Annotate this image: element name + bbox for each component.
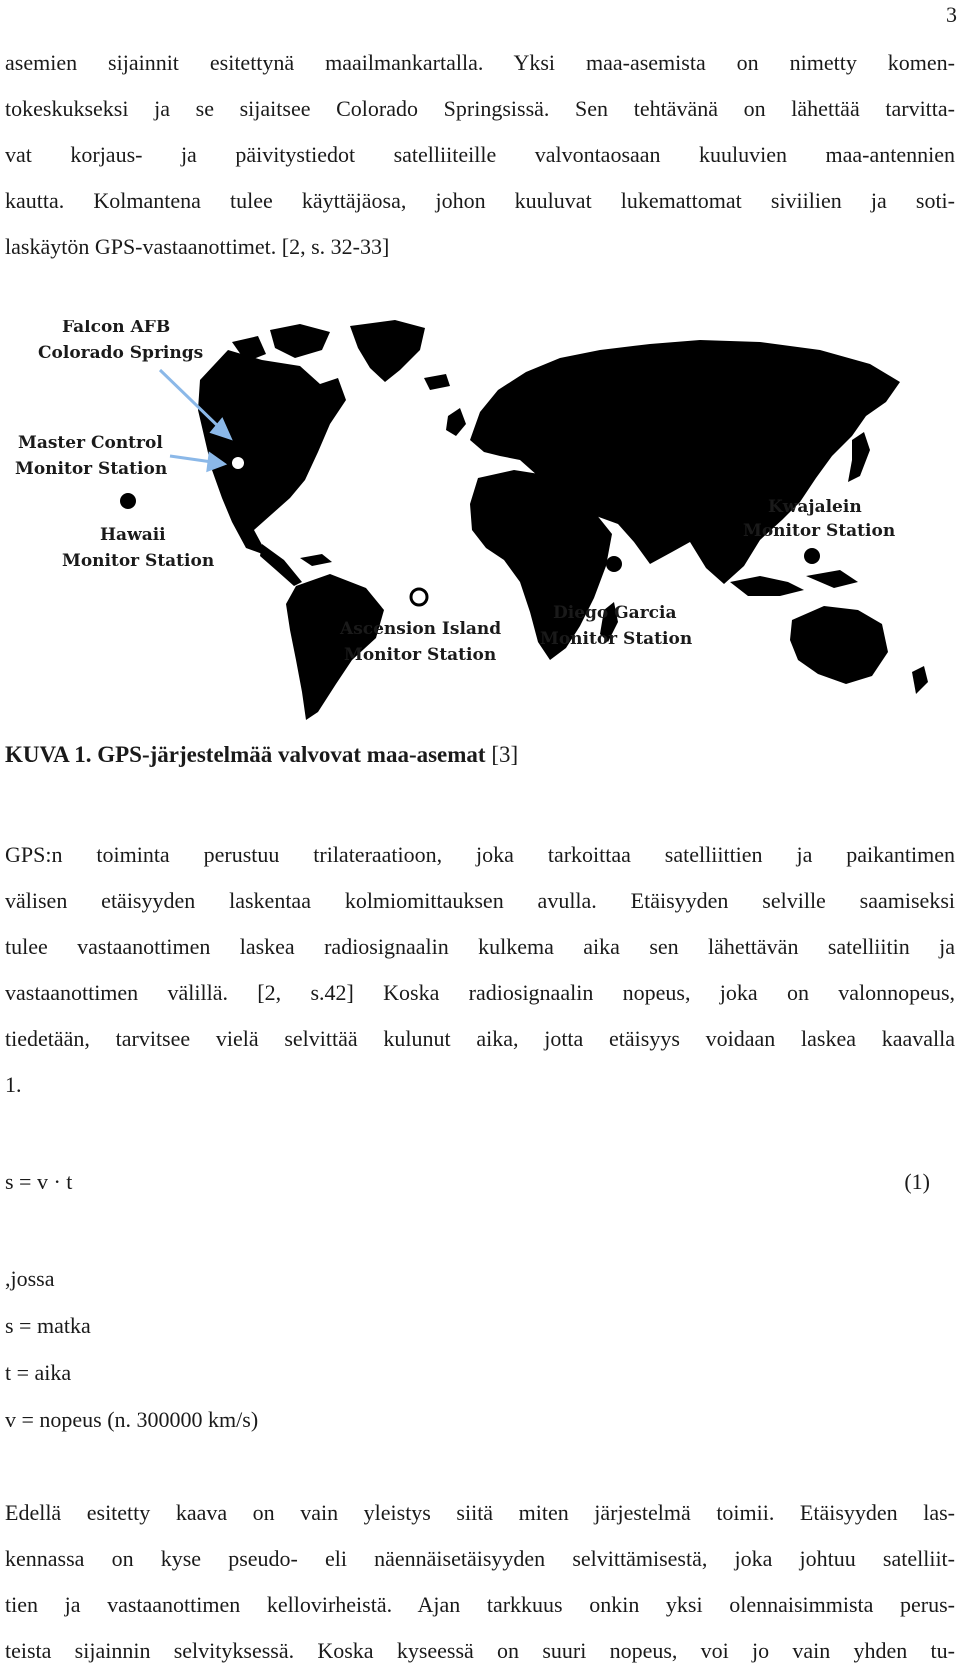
figure-caption [5, 742, 518, 768]
arctic-islands-shape [270, 324, 330, 358]
label-kwajalein-line1: Kwajalein [768, 497, 862, 517]
text-line: Edellä esitetty kaava on vain yleistys siitä miten järjestelmä toimii. Etäisyyden las- [5, 1500, 955, 1525]
text-line: kennassa on kyse pseudo- eli näennäisetäisyyden selvittämisestä, joka johtuu satelliit- [5, 1546, 955, 1571]
text-line: tien ja vastaanottimen kellovirheistä. Ajan tarkkuus onkin yksi olennaisimmista perus- [5, 1592, 955, 1617]
text-line: asemien sijainnit esitettynä maailmankartalla. Yksi maa-asemista on nimetty komen- [5, 50, 955, 75]
formula-number: (1) [904, 1169, 930, 1194]
definition-item: s = matka [5, 1313, 91, 1338]
text-line: laskäytön GPS-vastaanottimet. [2, s. 32-33] [5, 234, 390, 259]
text-line: välisen etäisyyden laskentaa kolmiomittauksen avulla. Etäisyyden selville saamiseksi [5, 888, 955, 913]
text-line: vastaanottimen välillä. [2, s.42] Koska radiosignaalin nopeus, joka on valonnopeus, [5, 980, 955, 1005]
label-diego-line2: Monitor Station [540, 629, 693, 649]
definitions-list [5, 1255, 258, 1443]
page-number: 3 [946, 2, 957, 27]
definition-item: v = nopeus (n. 300000 km/s) [5, 1407, 259, 1432]
station-dot-ascension [411, 589, 427, 605]
label-ascension-line1: Ascension Island [340, 619, 502, 639]
definition-item: t = aika [5, 1360, 72, 1385]
paragraph-pseudorange [5, 1490, 955, 1674]
label-ascension-line2: Monitor Station [344, 645, 497, 665]
text-line: teista sijainnin selvityksessä. Koska kyseessä on suuri nopeus, voi jo vain yhden tu- [5, 1638, 955, 1663]
text-line: tiedetään, tarvitsee vielä selvittää kulunut aika, jotta etäisyys voidaan laskea kaavalla [5, 1026, 955, 1051]
station-dot-hawaii [120, 493, 136, 509]
caption-ref: [3] [485, 742, 519, 767]
label-master-line1: Master Control [18, 433, 163, 453]
station-dot-colorado [232, 457, 244, 469]
label-hawaii-line1: Hawaii [100, 525, 166, 545]
station-dot-kwajalein [804, 548, 820, 564]
label-kwajalein-line2: Monitor Station [743, 521, 896, 541]
paragraph-intro [5, 40, 955, 270]
text-line: 1. [5, 1072, 22, 1097]
label-hawaii-line2: Monitor Station [62, 551, 215, 571]
label-falcon-line2: Colorado Springs [38, 343, 204, 363]
label-diego-line1: Diego Garcia [553, 603, 677, 623]
world-map-figure [0, 320, 960, 725]
formula-expression: s = v · t [5, 1169, 73, 1194]
formula [5, 1169, 930, 1195]
text-line: kautta. Kolmantena tulee käyttäjäosa, johon kuuluvat lukemattomat siviilien ja soti- [5, 188, 955, 213]
greenland-shape [350, 320, 425, 382]
north-america-shape [198, 350, 346, 556]
paragraph-trilateration [5, 832, 955, 1108]
label-master-line2: Monitor Station [15, 459, 168, 479]
text-line: vat korjaus- ja päivitystiedot satelliiteille valvontaosaan kuuluvien maa-antennien [5, 142, 955, 167]
australia-shape [790, 606, 888, 684]
world-map [0, 320, 960, 725]
station-dot-diego [606, 556, 622, 572]
continents [198, 320, 928, 720]
text-line: tokeskukseksi ja se sijaitsee Colorado Springsissä. Sen tehtävänä on lähettää tarvitta- [5, 96, 955, 121]
text-line: GPS:n toiminta perustuu trilateraatioon, joka tarkoittaa satelliittien ja paikantimen [5, 842, 955, 867]
caption-title: KUVA 1. GPS-järjestelmää valvovat maa-asemat [5, 742, 486, 767]
label-falcon-line1: Falcon AFB [62, 320, 171, 337]
definition-item: ,jossa [5, 1266, 55, 1291]
text-line: tulee vastaanottimen laskea radiosignaalin kulkema aika sen lähettävän satelliitin ja [5, 934, 955, 959]
